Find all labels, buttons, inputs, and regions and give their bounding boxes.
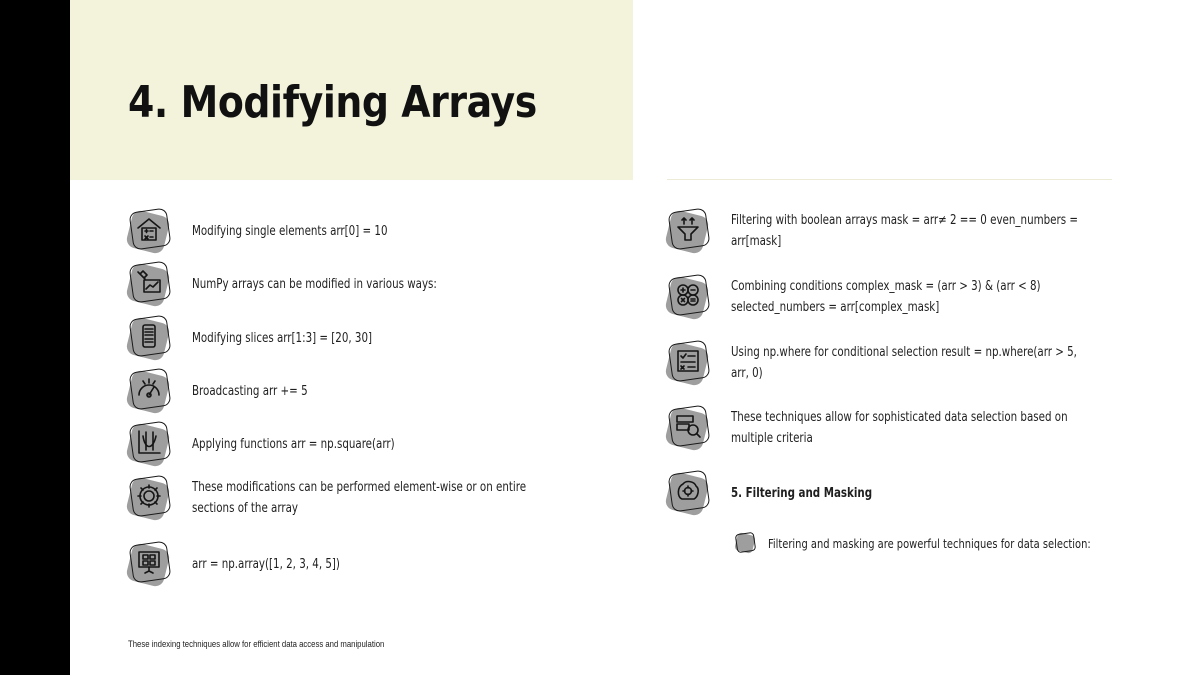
footer-note: These indexing techniques allow for efficient data access and manipulation [128, 639, 385, 649]
list-item [125, 367, 587, 415]
item-text: Combining conditions complex_mask = (arr > 3) & (arr < 8) selected_numbers = arr[complex_mask] [731, 279, 1041, 315]
item-text: Modifying slices arr[1:3] = [20, 30] [192, 330, 373, 346]
list-item [664, 469, 1131, 517]
list-item [125, 420, 587, 468]
presentation-board-icon [125, 540, 173, 588]
section-heading: 5. Filtering and Masking [731, 485, 873, 501]
brain-gear-icon [664, 469, 712, 517]
item-text: Using np.where for conditional selection result = np.where(arr > 5, arr, 0) [731, 345, 1077, 381]
list-item [125, 474, 587, 522]
item-text: These modifications can be performed element-wise or on entire sections of the array [192, 480, 527, 516]
sub-list-item [733, 531, 1168, 555]
slide-title: 4. Modifying Arrays [128, 77, 537, 128]
house-calculator-icon [125, 207, 173, 255]
left-black-bar [0, 0, 70, 675]
checklist-icon [664, 339, 712, 387]
tools-chart-icon [125, 260, 173, 308]
item-text: Applying functions arr = np.square(arr) [192, 436, 395, 452]
item-text: These techniques allow for sophisticated data selection based on multiple criteria [731, 410, 1068, 446]
item-text: Modifying single elements arr[0] = 10 [192, 223, 388, 239]
math-operators-icon [664, 273, 712, 321]
list-item [664, 273, 1131, 321]
gauge-icon [125, 367, 173, 415]
list-item [664, 339, 1131, 387]
list-item [664, 207, 1131, 255]
small-square-icon [733, 531, 757, 555]
gear-icon [125, 474, 173, 522]
list-item [125, 260, 587, 308]
item-text: Filtering and masking are powerful techniques for data selection: [768, 535, 1091, 551]
item-text: arr = np.array([1, 2, 3, 4, 5]) [192, 556, 340, 572]
funnel-icon [664, 207, 712, 255]
function-graph-icon [125, 420, 173, 468]
list-item [664, 404, 1131, 452]
right-divider [667, 179, 1112, 180]
item-text: Filtering with boolean arrays mask = arr≠ 2 == 0 even_numbers = arr[mask] [731, 213, 1078, 249]
list-item [125, 314, 587, 362]
server-rack-icon [125, 314, 173, 362]
list-item [125, 540, 587, 588]
item-text: NumPy arrays can be modified in various ways: [192, 276, 437, 292]
list-item [125, 207, 587, 255]
item-text: Broadcasting arr += 5 [192, 383, 308, 399]
data-search-icon [664, 404, 712, 452]
